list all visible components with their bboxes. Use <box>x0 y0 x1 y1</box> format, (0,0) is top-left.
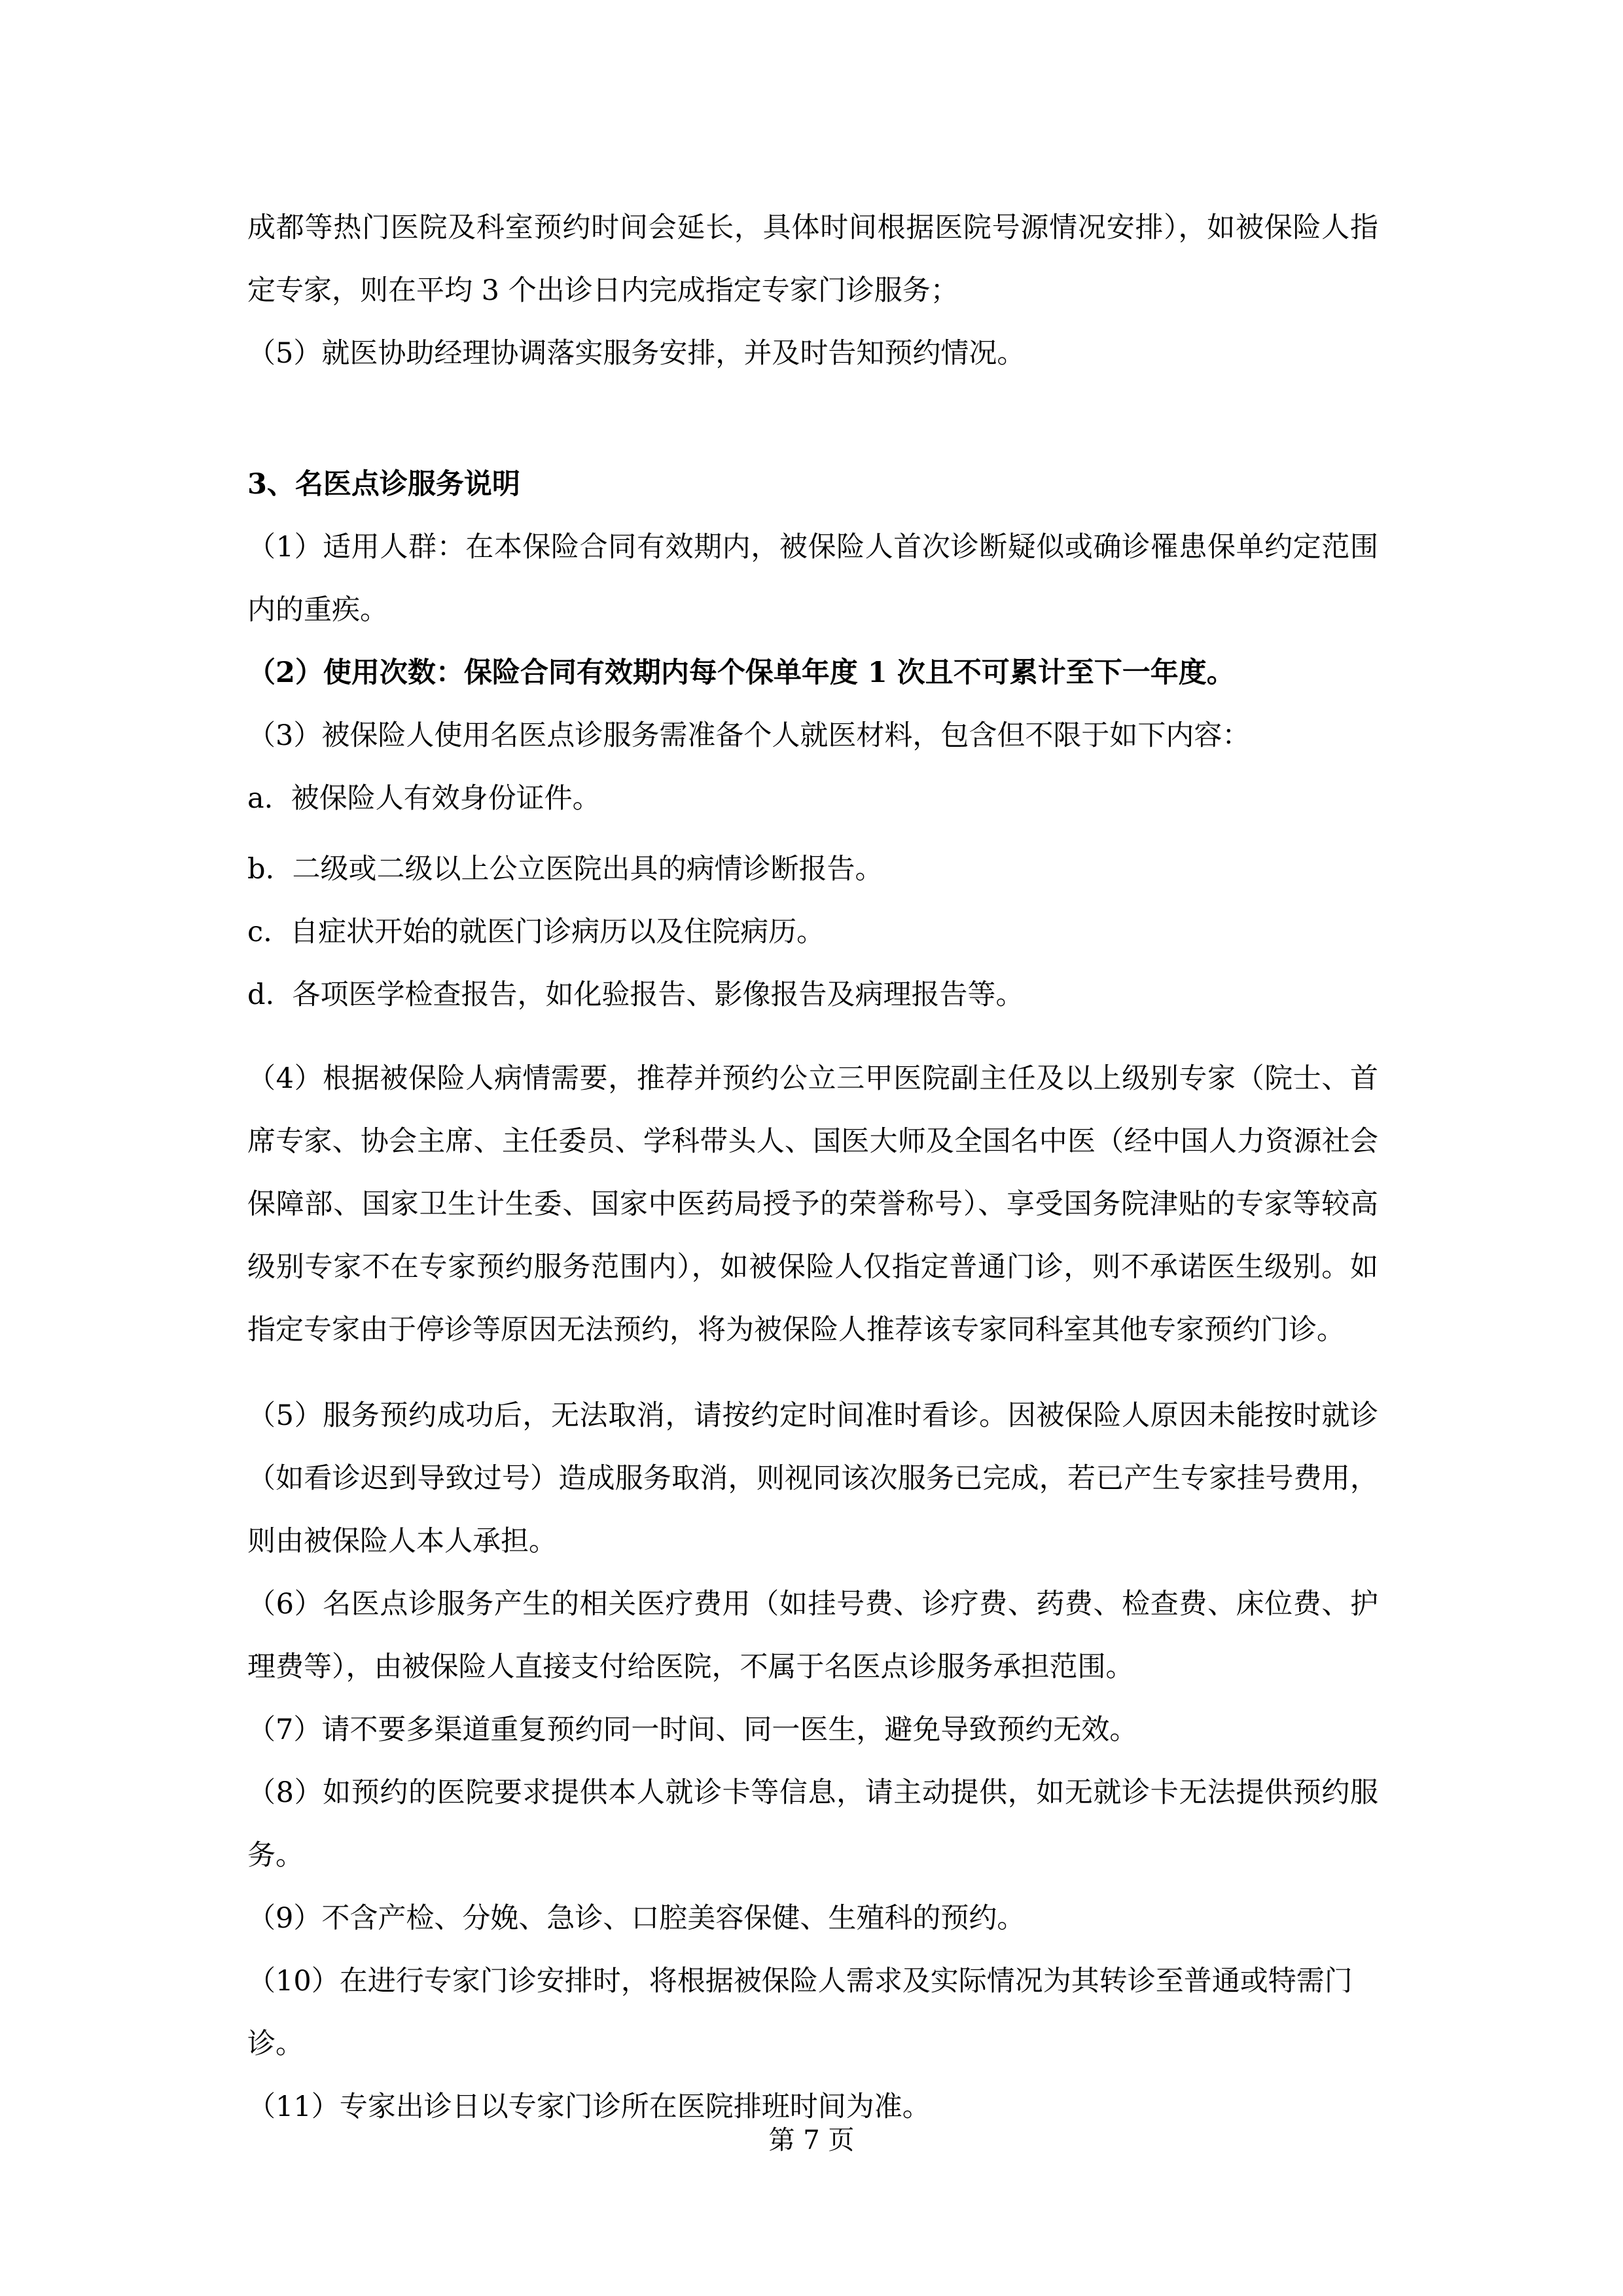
text-line: 3、名医点诊服务说明 <box>247 468 520 501</box>
text-line: （4）根据被保险人病情需要，推荐并预约公立三甲医院副主任及以上级别专家（院士、首 <box>247 1062 1378 1095</box>
text-line: （2）使用次数：保险合同有效期内每个保单年度 1 次且不可累计至下一年度。 <box>247 656 1235 689</box>
text-line: （5）就医协助经理协调落实服务安排，并及时告知预约情况。 <box>247 337 1026 370</box>
text-line: （10）在进行专家门诊安排时，将根据被保险人需求及实际情况为其转诊至普通或特需门诊。 <box>247 1965 1353 2060</box>
paragraph <box>247 1384 1378 1573</box>
text-line: 级别专家不在专家预约服务范围内），如被保险人仅指定普通门诊，则不承诺医生级别。如 <box>247 1251 1378 1283</box>
paragraph <box>247 1698 1378 1761</box>
text-line: （8）如预约的医院要求提供本人就诊卡等信息，请主动提供，如无就诊卡无法提供预约服 <box>247 1776 1378 1809</box>
paragraph <box>247 1950 1378 2075</box>
document-body <box>247 196 1378 2138</box>
text-line: （7）请不要多渠道重复预约同一时间、同一医生，避免导致预约无效。 <box>247 1713 1138 1746</box>
paragraph <box>247 196 1378 322</box>
paragraph <box>247 1573 1378 1698</box>
text-line: b. 二级或二级以上公立医院出具的病情诊断报告。 <box>247 853 883 886</box>
text-line: （9）不含产检、分娩、急诊、口腔美容保健、生殖科的预约。 <box>247 1902 1026 1935</box>
text-line: 务。 <box>247 1839 304 1872</box>
section-heading <box>247 453 1378 516</box>
page-footer <box>0 2126 1623 2155</box>
paragraph <box>247 1047 1378 1361</box>
paragraph <box>247 1887 1378 1950</box>
text-line: 理费等），由被保险人直接支付给医院，不属于名医点诊服务承担范围。 <box>247 1651 1134 1683</box>
paragraph <box>247 322 1378 385</box>
text-line: 定专家，则在平均 3 个出诊日内完成指定专家门诊服务； <box>247 274 959 307</box>
text-line: 指定专家由于停诊等原因无法预约，将为被保险人推荐该专家同科室其他专家预约门诊。 <box>247 1314 1345 1346</box>
paragraph <box>247 963 1378 1026</box>
text-line: （11）专家出诊日以专家门诊所在医院排班时间为准。 <box>247 2090 931 2123</box>
paragraph <box>247 641 1378 704</box>
paragraph <box>247 516 1378 641</box>
text-line: （5）服务预约成功后，无法取消，请按约定时间准时看诊。因被保险人原因未能按时就诊 <box>247 1399 1378 1432</box>
text-line: （6）名医点诊服务产生的相关医疗费用（如挂号费、诊疗费、药费、检查费、床位费、护 <box>247 1588 1378 1621</box>
text-line: 成都等热门医院及科室预约时间会延长，具体时间根据医院号源情况安排），如被保险人指 <box>247 211 1378 244</box>
text-line: d. 各项医学检查报告，如化验报告、影像报告及病理报告等。 <box>247 978 1024 1011</box>
text-line: 席专家、协会主席、主任委员、学科带头人、国医大师及全国名中医（经中国人力资源社会 <box>247 1125 1378 1158</box>
text-line: c. 自症状开始的就医门诊病历以及住院病历。 <box>247 916 825 948</box>
paragraph <box>247 901 1378 963</box>
paragraph <box>247 767 1378 830</box>
page-number: 第 7 页 <box>768 2125 855 2155</box>
text-line: a. 被保险人有效身份证件。 <box>247 782 601 815</box>
paragraph <box>247 704 1378 767</box>
text-line: 内的重疾。 <box>247 594 388 626</box>
paragraph <box>247 838 1378 901</box>
paragraph <box>247 1761 1378 1887</box>
text-line: （如看诊迟到导致过号）造成服务取消，则视同该次服务已完成，若已产生专家挂号费用， <box>247 1462 1378 1495</box>
text-line: （3）被保险人使用名医点诊服务需准备个人就医材料，包含但不限于如下内容： <box>247 719 1251 752</box>
text-line: 则由被保险人本人承担。 <box>247 1525 557 1558</box>
text-line: 保障部、国家卫生计生委、国家中医药局授予的荣誉称号）、享受国务院津贴的专家等较高 <box>247 1188 1378 1221</box>
text-line: （1）适用人群：在本保险合同有效期内，被保险人首次诊断疑似或确诊罹患保单约定范围 <box>247 531 1378 564</box>
